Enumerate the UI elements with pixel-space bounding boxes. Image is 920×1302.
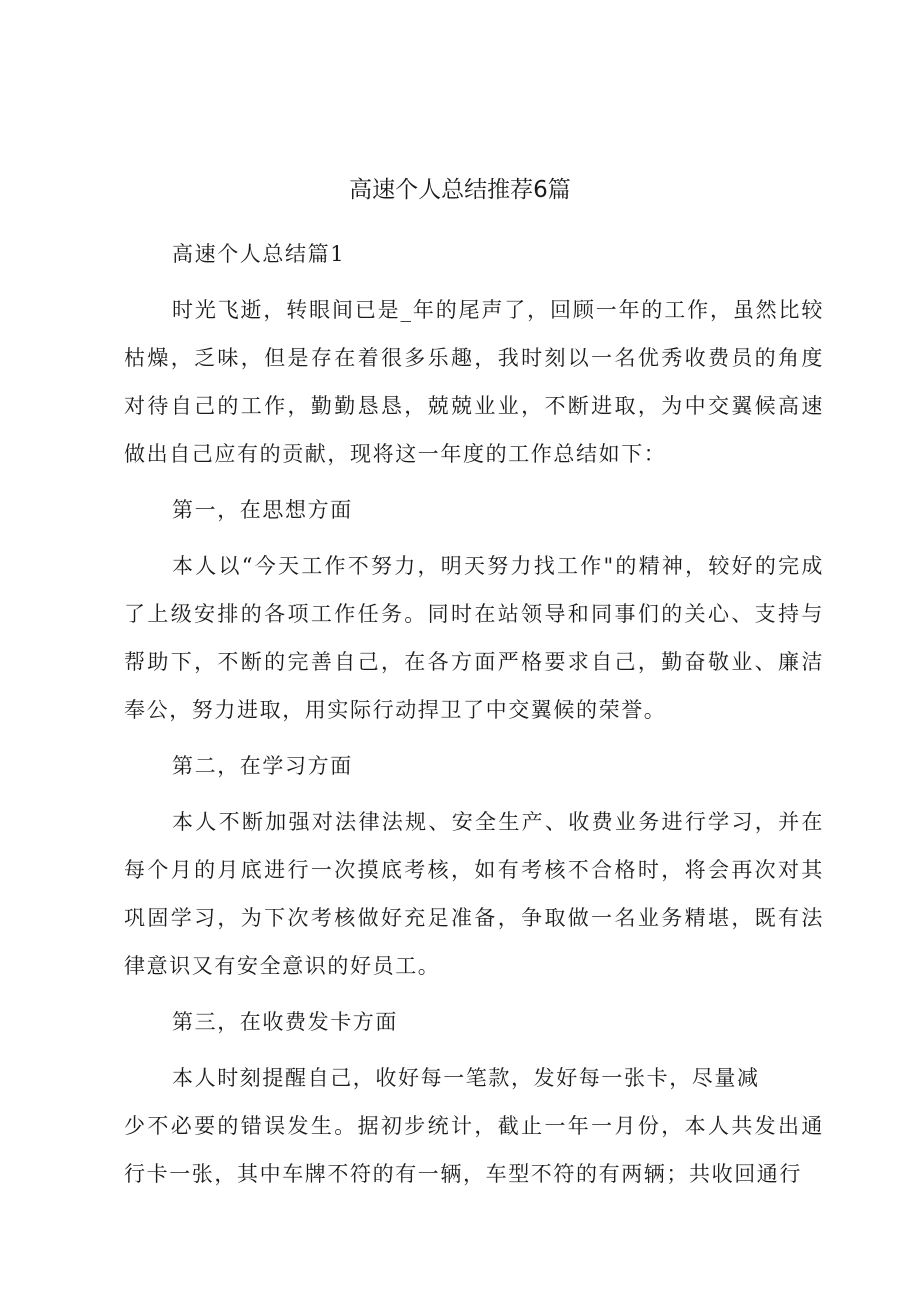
paragraph-study: 本人不断加强对法律法规、安全生产、收费业务进行学习，并在每个月的月底进行一次摸底考核，如有考核不合格时，将会再次对其巩固学习，为下次考核做好充足准备，争取做一名业务精堪，既有法律意识又有安全意识的好员工。 [124,810,824,978]
paragraph-toll-continued: 少不必要的错误发生。据初步统计，截止一年一月份，本人共发出通行卡一张，其中车牌不符的有一辆，车型不符的有两辆；共收回通行 [124,1114,824,1186]
document-title: 高速个人总结推荐6篇 [349,177,571,203]
paragraph-toll-first-line: 本人时刻提醒自己，收好每一笔款，发好每一张卡，尽量减 [172,1066,760,1090]
subheading-toll: 第三，在收费发卡方面 [172,1010,398,1034]
subheading-thought: 第一，在思想方面 [172,498,353,522]
paragraph-thought: 本人以“今天工作不努力，明天努力找工作"的精神，较好的完成了上级安排的各项工作任务。同时在站领导和同事们的关心、支持与帮助下，不断的完善自己，在各方面严格要求自己，勤奋敬业、廉洁奉公，努力进取，用实际行动捍卫了中交翼候的荣誉。 [124,554,824,722]
document-body [124,230,824,1198]
section-heading: 高速个人总结篇1 [172,242,346,266]
subheading-study: 第二，在学习方面 [172,754,353,778]
paragraph-intro: 时光飞逝，转眼间已是_年的尾声了，回顾一年的工作，虽然比较枯燥，乏味，但是存在着很多乐趣，我时刻以一名优秀收费员的角度对待自己的工作，勤勤恳恳，兢兢业业，不断进取，为中交翼候高速做出自己应有的贡献，现将这一年度的工作总结如下： [124,298,824,466]
